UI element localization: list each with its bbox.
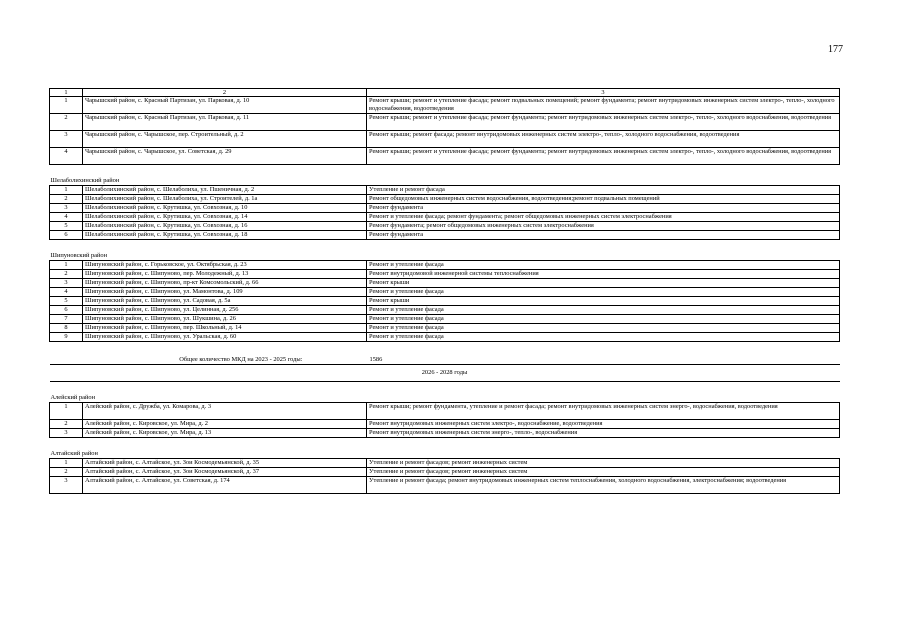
table-row (50, 306, 840, 315)
repair-works: Утепление и ремонт фасада (367, 186, 840, 195)
building-address: Шипуновский район, с. Шипуново, ул. Уральская, д. 60 (83, 333, 367, 342)
row-number: 3 (50, 477, 83, 494)
table-row (50, 131, 840, 148)
table-row (50, 315, 840, 324)
total-value: 1586 (367, 342, 840, 365)
table-row (50, 468, 840, 477)
building-address: Алтайский район, с. Алтайское, ул. Зои Космодемьянской, д. 35 (83, 459, 367, 468)
building-address: Алтайский район, с. Алтайское, ул. Советская, д. 174 (83, 477, 367, 494)
column-number-1: 1 (50, 89, 83, 97)
repair-works: Ремонт внутридомовой инженерной системы теплоснабжения (367, 270, 840, 279)
building-address: Шелаболихинский район, с. Шелаболиха, ул. Строителей, д. 1а (83, 195, 367, 204)
table-row (50, 429, 840, 438)
repair-works: Ремонт и утепление фасада (367, 324, 840, 333)
table-row (50, 195, 840, 204)
building-address: Алтайский район, с. Алтайское, ул. Зои Космодемьянской, д. 37 (83, 468, 367, 477)
repair-works: Ремонт и утепление фасада (367, 333, 840, 342)
table-row (50, 270, 840, 279)
repair-works: Ремонт крыши; ремонт и утепление фасада; ремонт подвальных помещений; ремонт фундамента; ремонт внутридомовых инженерных систем электро-, тепло-, холодного водоснабжения, водоотведения (367, 97, 840, 114)
row-number: 3 (50, 279, 83, 288)
row-number: 1 (50, 403, 83, 420)
row-number: 4 (50, 288, 83, 297)
repair-works: Ремонт и утепление фасада (367, 315, 840, 324)
row-number: 2 (50, 195, 83, 204)
housing-repair-table (49, 88, 840, 494)
table-header-row (50, 89, 840, 97)
repair-works: Ремонт крыши; ремонт фасада; ремонт внутридомовых инженерных систем электро-, тепло-, холодного водоснабжения, водоотведения (367, 131, 840, 148)
table-row (50, 261, 840, 270)
row-number: 7 (50, 315, 83, 324)
row-number: 5 (50, 222, 83, 231)
district-heading-row (50, 438, 840, 459)
repair-works: Ремонт общедомовых инженерных систем водоснабжения, водоотведения;ремонт подвальных помещений (367, 195, 840, 204)
table-row (50, 97, 840, 114)
building-address: Шипуновский район, с. Горьковское, ул. Октябрьская, д. 23 (83, 261, 367, 270)
row-number: 3 (50, 204, 83, 213)
column-number-2: 2 (83, 89, 367, 97)
building-address: Чарышский район, с. Красный Партизан, ул. Парковая, д. 10 (83, 97, 367, 114)
table-row (50, 459, 840, 468)
row-number: 2 (50, 468, 83, 477)
row-number: 9 (50, 333, 83, 342)
period-row (50, 365, 840, 382)
repair-works: Ремонт крыши; ремонт и утепление фасада; ремонт фундамента; ремонт внутридомовых инженерных систем электро-, тепло-, холодного водоснабжения, водоотведения (367, 148, 840, 165)
district-heading-row (50, 382, 840, 403)
table-row (50, 333, 840, 342)
row-number: 2 (50, 114, 83, 131)
building-address: Чарышский район, с. Чарышское, пер. Строительный, д. 2 (83, 131, 367, 148)
repair-works: Ремонт и утепление фасада (367, 306, 840, 315)
building-address: Алейский район, с. Дружба, ул. Комарова, д. 3 (83, 403, 367, 420)
repair-works: Ремонт внутридомовых инженерных систем электро-, водоснабжение, водоотведения (367, 420, 840, 429)
row-number: 1 (50, 186, 83, 195)
table-row (50, 148, 840, 165)
repair-works: Ремонт и утепление фасада; ремонт фундамента; ремонт общедомовых инженерных систем электроснабжения (367, 213, 840, 222)
row-number: 2 (50, 420, 83, 429)
building-address: Шипуновский район, с. Шипуново, пр-кт Комсомольский, д. 66 (83, 279, 367, 288)
row-number: 2 (50, 270, 83, 279)
building-address: Шипуновский район, с. Шипуново, ул. Шукшина, д. 26 (83, 315, 367, 324)
repair-works: Утепление и ремонт фасадов; ремонт инженерных систем (367, 459, 840, 468)
table-row (50, 324, 840, 333)
repair-works: Ремонт и утепление фасада (367, 261, 840, 270)
building-address: Чарышский район, с. Чарышское, ул. Советская, д. 29 (83, 148, 367, 165)
total-label: Общее количество МКД на 2023 - 2025 годы: (50, 342, 367, 365)
repair-works: Ремонт и утепление фасада (367, 288, 840, 297)
district-heading-row (50, 240, 840, 261)
repair-works: Ремонт крыши (367, 279, 840, 288)
building-address: Шипуновский район, с. Шипуново, ул. Целинная, д. 256 (83, 306, 367, 315)
building-address: Шелаболихинский район, с. Шелаболиха, ул. Пшеничная, д. 2 (83, 186, 367, 195)
table-row (50, 420, 840, 429)
building-address: Шипуновский район, с. Шипуново, ул. Мамонтова, д. 109 (83, 288, 367, 297)
table-row (50, 186, 840, 195)
district-heading: Шелаболихинский район (50, 165, 840, 186)
district-heading: Алейский район (50, 382, 840, 403)
repair-works: Ремонт крыши; ремонт и утепление фасада; ремонт фундамента; ремонт внутридомовых инженерных систем электро-, тепло-, холодного водоснабжения, водоотведения (367, 114, 840, 131)
repair-works: Утепление и ремонт фасада; ремонт внутридомовых инженерных систем теплоснабжения, холодного водоснабжения, электроснабжения; водоотведения (367, 477, 840, 494)
table-row (50, 222, 840, 231)
building-address: Шелаболихинский район, с. Крутишка, ул. Совхозная, д. 14 (83, 213, 367, 222)
repair-works: Утепление и ремонт фасадов; ремонт инженерных систем (367, 468, 840, 477)
row-number: 6 (50, 231, 83, 240)
district-heading: Шипуновский район (50, 240, 840, 261)
table-row (50, 114, 840, 131)
table-row (50, 288, 840, 297)
repair-works: Ремонт фундамента; ремонт общедомовых инженерных систем электроснабжения (367, 222, 840, 231)
total-row (50, 342, 840, 365)
table-row (50, 204, 840, 213)
table-row (50, 477, 840, 494)
column-number-3: 3 (367, 89, 840, 97)
repair-works: Ремонт крыши; ремонт фундамента, утепление и ремонт фасада; ремонт внутридомовых инженерных систем энерго-, водоснабжения, водоотведения (367, 403, 840, 420)
building-address: Алейский район, с. Кировское, ул. Мира, д. 13 (83, 429, 367, 438)
row-number: 8 (50, 324, 83, 333)
row-number: 1 (50, 261, 83, 270)
building-address: Чарышский район, с. Красный Партизан, ул. Парковая, д. 11 (83, 114, 367, 131)
district-heading: Алтайский район (50, 438, 840, 459)
row-number: 1 (50, 459, 83, 468)
table-row (50, 297, 840, 306)
building-address: Шипуновский район, с. Шипуново, пер. Школьный, д. 14 (83, 324, 367, 333)
building-address: Шелаболихинский район, с. Крутишка, ул. Совхозная, д. 18 (83, 231, 367, 240)
table-row (50, 403, 840, 420)
row-number: 1 (50, 97, 83, 114)
table-row (50, 213, 840, 222)
building-address: Шелаболихинский район, с. Крутишка, ул. Совхозная, д. 10 (83, 204, 367, 213)
repair-works: Ремонт внутридомовых инженерных систем энерго-, тепло-, водоснабжения (367, 429, 840, 438)
table-row (50, 231, 840, 240)
row-number: 3 (50, 131, 83, 148)
row-number: 4 (50, 148, 83, 165)
building-address: Шипуновский район, с. Шипуново, ул. Садовая, д. 5а (83, 297, 367, 306)
repair-works: Ремонт фундамента (367, 204, 840, 213)
page-number: 177 (828, 44, 843, 55)
building-address: Шипуновский район, с. Шипуново, пер. Молодежный, д. 13 (83, 270, 367, 279)
repair-works: Ремонт крыши (367, 297, 840, 306)
period-heading: 2026 - 2028 годы (50, 365, 840, 382)
repair-works: Ремонт фундамента (367, 231, 840, 240)
table-row (50, 279, 840, 288)
row-number: 3 (50, 429, 83, 438)
row-number: 4 (50, 213, 83, 222)
building-address: Алейский район, с. Кировское, ул. Мира, д. 2 (83, 420, 367, 429)
building-address: Шелаболихинский район, с. Крутишка, ул. Совхозная, д. 16 (83, 222, 367, 231)
row-number: 5 (50, 297, 83, 306)
row-number: 6 (50, 306, 83, 315)
district-heading-row (50, 165, 840, 186)
